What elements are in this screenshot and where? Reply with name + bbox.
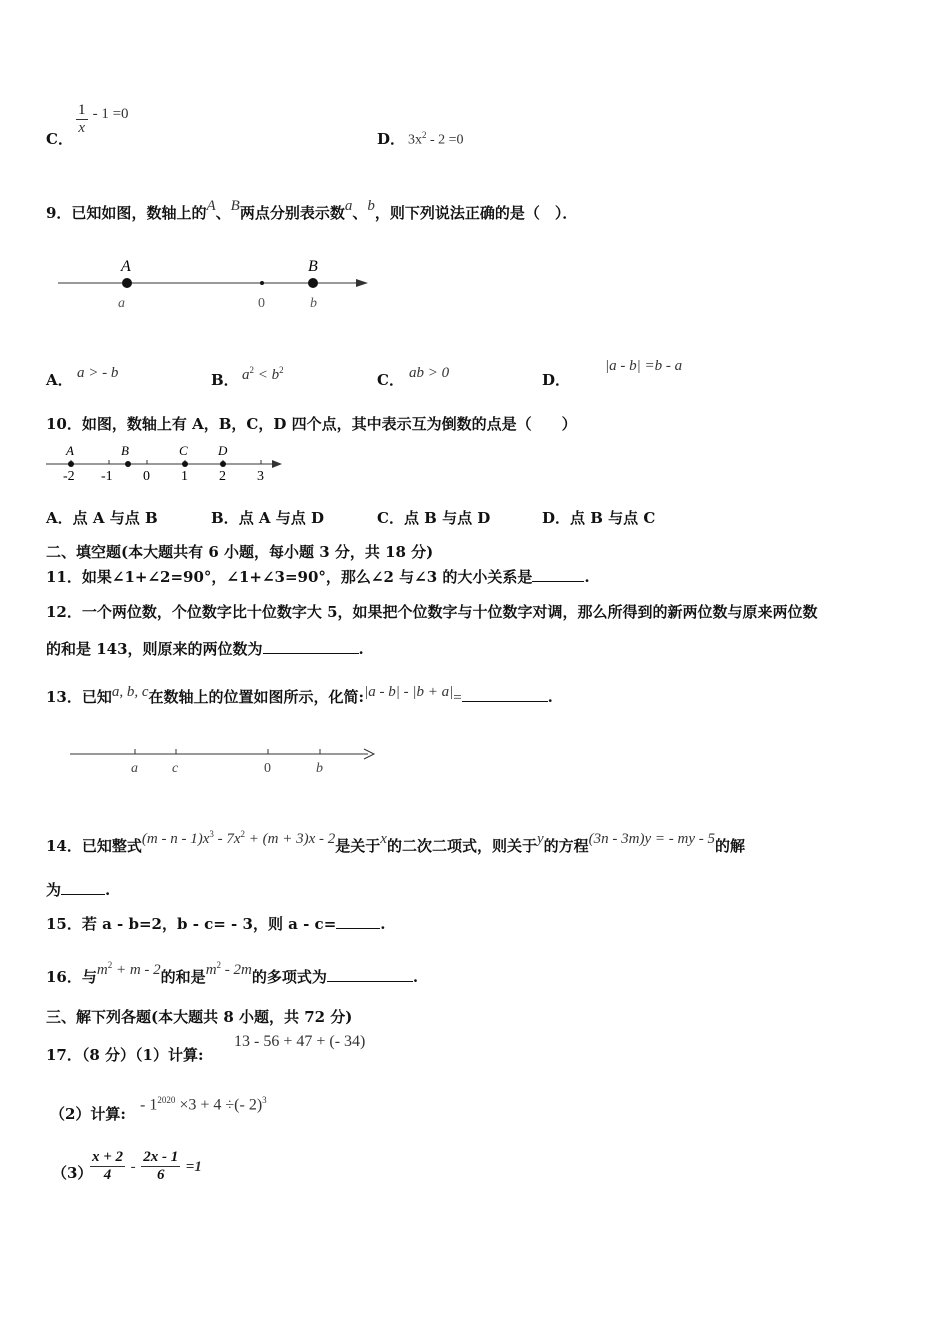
q9-stem: 9．已知如图，数轴上的A、B两点分别表示数a、b，则下列说法正确的是（ ）． (46, 198, 578, 222)
point-a-dot (122, 278, 132, 288)
fraction-numerator: 1 (78, 102, 86, 118)
q11: 11．如果∠1+∠2=90°，∠1+∠3=90°，那么∠2 与∠3 的大小关系是 . (46, 568, 590, 586)
q9-option-b-expr: $a^2 < b^2$ (242, 365, 284, 383)
tick-label-2: 2 (219, 469, 226, 484)
q12-line2: 的和是 143，则原来的两位数为 . (46, 640, 364, 658)
label-b: b (316, 761, 323, 776)
q10-option-d: D．点 B 与点 C (542, 509, 656, 527)
label-a: a (131, 761, 138, 776)
axis-arrow (272, 460, 282, 468)
point-a-label: A (66, 443, 74, 458)
tick-label-0: 0 (143, 469, 150, 484)
fraction-numerator: x + 2 (92, 1149, 124, 1165)
q9-option-c-expr: ab > 0 (409, 365, 450, 381)
section-3-heading: 三、解下列各题(本大题共 8 小题，共 72 分) (46, 1008, 353, 1026)
label-zero: 0 (264, 761, 271, 776)
q17-part2-label: （2）计算: (50, 1105, 126, 1123)
q10-option-b: B．点 A 与点 D (211, 509, 325, 527)
tick-label-neg1: -1 (101, 469, 113, 484)
q8-option-d-expr: $3x^2 - 2 =0$ (408, 130, 464, 148)
q9-option-c-label: C． (377, 371, 404, 389)
q8-option-d-label: D． (377, 130, 406, 148)
value-b-label: b (310, 296, 317, 311)
tick-label-3: 3 (257, 469, 264, 484)
answer-blank (532, 580, 584, 582)
tick-label-neg2: -2 (63, 469, 75, 484)
point-c-label: C (179, 443, 188, 458)
q9-option-d-expr: |a - b| =b - a (605, 358, 683, 374)
answer-blank (327, 980, 413, 982)
q13-stem: 13．已知a, b, c在数轴上的位置如图所示，化简:|a - b| - |b + a|= . (46, 684, 553, 706)
axis-arrow (356, 279, 368, 287)
expr-text: - 1 =0 (92, 106, 129, 122)
q13-number-line (66, 740, 381, 780)
zero-label: 0 (258, 296, 265, 311)
point-b-dot (308, 278, 318, 288)
q17-part3-expr: $\frac{x + 2}{4}$ - $\frac{2x - 1}{6}$ =1 (92, 1149, 202, 1183)
q17-part3-label: （3） (52, 1164, 93, 1182)
q14-line2: 为 . (46, 881, 111, 899)
q12-line1: 12．一个两位数，个位数字比十位数字大 5，如果把个位数字与十位数字对调，那么所得到的新两位数与原来两位数 (46, 603, 818, 621)
fraction-denominator: x (76, 119, 88, 137)
q14-stem: 14．已知整式$(m - n - 1)x^3 - 7x^2 + (m + 3)x - 2$是关于x的二次二项式，则关于y的方程(3n - 3m)y = - my - 5的解 (46, 829, 745, 855)
answer-blank (263, 652, 359, 654)
section-2-heading: 二、填空题(本大题共有 6 小题，每小题 3 分，共 18 分) (46, 543, 434, 561)
answer-blank (61, 893, 105, 895)
q10-option-a: A．点 A 与点 B (46, 509, 158, 527)
q8-option-c-expr (76, 102, 129, 137)
q9-option-a-expr: a > - b (77, 365, 119, 381)
point-b-dot (125, 461, 131, 467)
q17-part1-label: 17．（8 分）（1）计算: (46, 1046, 204, 1064)
q10-option-c: C．点 B 与点 D (377, 509, 491, 527)
q10-stem: 10．如图，数轴上有 A，B，C，D 四个点，其中表示互为倒数的点是（ ） (46, 415, 577, 433)
q9-option-b-label: B． (211, 371, 239, 389)
q10-number-line (44, 442, 289, 486)
q17-part1-expr: 13 - 56 + 47 + (- 34) (234, 1033, 366, 1050)
origin-dot (260, 281, 264, 285)
point-d-dot (220, 461, 226, 467)
point-b-label: B (308, 258, 318, 275)
label-c: c (172, 761, 179, 776)
tick-label-1: 1 (181, 469, 188, 484)
q9-option-a-label: A． (46, 371, 73, 389)
point-a-label: A (121, 258, 131, 275)
point-a-dot (68, 461, 74, 467)
q15: 15．若 a - b=2，b - c= - 3，则 a - c= . (46, 915, 386, 933)
answer-blank (336, 927, 380, 929)
q8-option-c-label: C． (46, 130, 73, 148)
point-b-label: B (121, 443, 129, 458)
fraction-denominator: 4 (90, 1166, 125, 1184)
value-a-label: a (118, 296, 125, 311)
fraction-denominator: 6 (141, 1166, 180, 1184)
q16: 16．与$m^2 + m - 2$的和是$m^2 - 2m$的多项式为 . (46, 960, 419, 986)
point-c-dot (182, 461, 188, 467)
point-d-label: D (218, 443, 228, 458)
q17-part2-expr: - $1^{2020} \times 3 + 4$ ÷(- 2)$^3$ (140, 1095, 267, 1114)
fraction-numerator: 2x - 1 (143, 1149, 179, 1165)
answer-blank (462, 700, 548, 702)
q9-number-line (50, 250, 380, 320)
q9-option-d-label: D． (542, 371, 571, 389)
